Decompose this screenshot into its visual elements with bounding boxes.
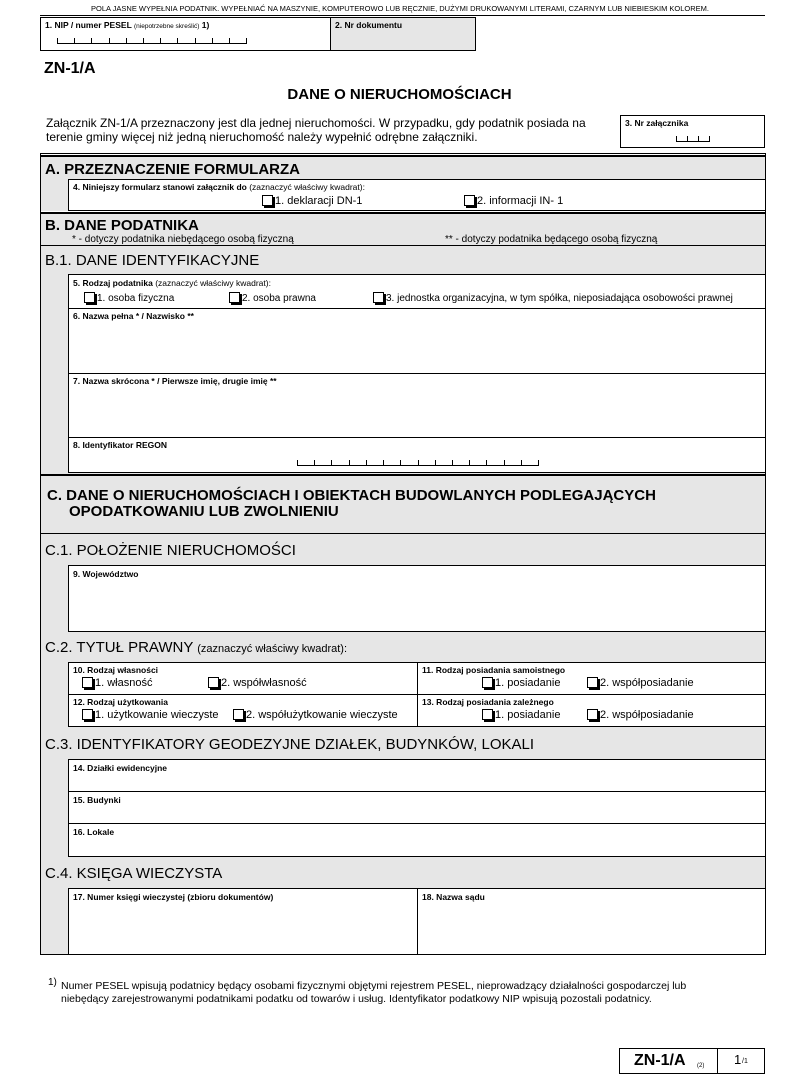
section-c2-title bbox=[45, 639, 347, 656]
page-title: DANE O NIERUCHOMOŚCIACH bbox=[287, 86, 512, 103]
option-co-ownership-label: 2. współwłasność bbox=[221, 677, 307, 689]
nip-digit-boxes bbox=[57, 38, 247, 44]
field-13 bbox=[417, 694, 766, 727]
option-joint-perpetual-usufruct[interactable] bbox=[233, 709, 398, 721]
checkbox-icon[interactable] bbox=[587, 677, 598, 688]
option-information-in1-label: 2. informacji IN- 1 bbox=[477, 195, 564, 207]
section-c3-title: C.3. IDENTYFIKATORY GEODEZYJNE DZIAŁEK, BUDYNKÓW, LOKALI bbox=[45, 736, 535, 753]
option-perpetual-usufruct-label: 1. użytkowanie wieczyste bbox=[95, 709, 219, 721]
field-10-label: 10. Rodzaj własności bbox=[73, 665, 159, 675]
option-dependent-co-possession-label: 2. współposiadanie bbox=[600, 709, 694, 721]
option-natural-person-label: 1. osoba fizyczna bbox=[97, 293, 175, 304]
field-9-label: 9. Województwo bbox=[73, 569, 139, 579]
section-b-title: B. DANE PODATNIKA bbox=[45, 217, 199, 234]
checkbox-icon[interactable] bbox=[482, 709, 493, 720]
option-information-in1[interactable] bbox=[464, 195, 563, 207]
option-joint-perpetual-usufruct-label: 2. współużytkowanie wieczyste bbox=[246, 709, 398, 721]
footnote-line-1: Numer PESEL wpisują podatnicy będący osobami fizycznymi objętymi rejestrem PESEL, nieprowadzący działalności gospodarczej lub bbox=[61, 980, 687, 992]
checkbox-icon[interactable] bbox=[373, 292, 384, 303]
doc-number-label: 2. Nr dokumentu bbox=[335, 20, 403, 30]
footer-page-current: 1 bbox=[734, 1052, 742, 1067]
section-b-rule bbox=[40, 212, 766, 214]
field-15-buildings[interactable] bbox=[68, 791, 766, 824]
checkbox-icon[interactable] bbox=[233, 709, 244, 720]
field-8-label: 8. Identyfikator REGON bbox=[73, 440, 167, 450]
option-perpetual-usufruct[interactable] bbox=[82, 709, 219, 721]
field-13-label: 13. Rodzaj posiadania zależnego bbox=[422, 697, 554, 707]
regon-digit-boxes bbox=[297, 460, 539, 466]
footer-form-version: (2) bbox=[697, 1063, 705, 1069]
section-b1-title: B.1. DANE IDENTYFIKACYJNE bbox=[45, 252, 260, 269]
field-4 bbox=[68, 179, 766, 211]
section-b1-rule bbox=[40, 245, 766, 246]
checkbox-icon[interactable] bbox=[482, 677, 493, 688]
field-9-voivodeship[interactable] bbox=[68, 565, 766, 632]
checkbox-icon[interactable] bbox=[464, 195, 475, 206]
option-ownership-label: 1. własność bbox=[95, 677, 153, 689]
field-5 bbox=[68, 274, 766, 309]
intro-line-2: terenie gminy więcej niż jedną nieruchomość należy wypełnić odrębne załączniki. bbox=[46, 130, 478, 144]
field-4-note: (zaznaczyć właściwy kwadrat): bbox=[249, 182, 365, 192]
option-organizational-unit[interactable] bbox=[373, 292, 733, 304]
field-17-label: 17. Numer księgi wieczystej (zbioru dokumentów) bbox=[73, 892, 274, 902]
section-c1-rule bbox=[40, 533, 766, 534]
section-c-title-line-2: OPODATKOWANIU LUB ZWOLNIENIU bbox=[69, 503, 339, 520]
option-dependent-possession-label: 1. posiadanie bbox=[495, 709, 561, 721]
field-7-short-name[interactable] bbox=[68, 373, 766, 438]
field-18-court-name[interactable] bbox=[417, 888, 766, 955]
checkbox-icon[interactable] bbox=[84, 292, 95, 303]
field-5-note: (zaznaczyć właściwy kwadrat): bbox=[155, 278, 271, 288]
field-10 bbox=[68, 662, 418, 695]
top-rule bbox=[40, 15, 765, 16]
field-11 bbox=[417, 662, 766, 695]
field-18-label: 18. Nazwa sądu bbox=[422, 892, 485, 902]
section-c-title-line-1: C. DANE O NIERUCHOMOŚCIACH I OBIEKTACH BUDOWLANYCH PODLEGAJĄCYCH bbox=[47, 487, 656, 504]
field-16-label: 16. Lokale bbox=[73, 827, 115, 837]
option-legal-person-label: 2. osoba prawna bbox=[242, 293, 316, 304]
attachment-number-field[interactable] bbox=[620, 115, 765, 148]
footer-form-code-box bbox=[619, 1048, 718, 1074]
top-note: POLA JASNE WYPEŁNIA PODATNIK. WYPEŁNIAĆ NA MASZYNIE, KOMPUTEROWO LUB RĘCZNIE, DUŻYMI DRUKOWANYMI LITERAMI, CZARNYM LUB NIEBIESKIM KOLOREM. bbox=[90, 4, 709, 13]
intro-line-1: Załącznik ZN-1/A przeznaczony jest dla jednej nieruchomości. W przypadku, gdy podatnik posiada na bbox=[46, 116, 586, 130]
option-ownership[interactable] bbox=[82, 677, 152, 689]
field-17-land-register-number[interactable] bbox=[68, 888, 418, 955]
section-c2-note: (zaznaczyć właściwy kwadrat): bbox=[197, 643, 348, 655]
field-5-label: 5. Rodzaj podatnika bbox=[73, 278, 153, 288]
footer-page-box bbox=[717, 1048, 765, 1074]
field-12-label: 12. Rodzaj użytkowania bbox=[73, 697, 168, 707]
attachment-digit-boxes bbox=[676, 136, 710, 142]
option-dependent-co-possession[interactable] bbox=[587, 709, 694, 721]
footer-form-code: ZN-1/A bbox=[634, 1052, 686, 1069]
checkbox-icon[interactable] bbox=[82, 677, 93, 688]
field-4-label: 4. Niniejszy formularz stanowi załącznik do bbox=[73, 182, 247, 192]
option-organizational-unit-label: 3. jednostka organizacyjna, w tym spółka, nieposiadająca osobowości prawnej bbox=[386, 293, 733, 304]
option-natural-person[interactable] bbox=[84, 292, 174, 304]
field-6-full-name[interactable] bbox=[68, 308, 766, 374]
field-12 bbox=[68, 694, 418, 727]
option-co-possession-label: 2. współposiadanie bbox=[600, 677, 694, 689]
nip-field[interactable] bbox=[40, 17, 331, 51]
nip-label: 1. NIP / numer PESEL bbox=[45, 20, 132, 30]
checkbox-icon[interactable] bbox=[229, 292, 240, 303]
field-15-label: 15. Budynki bbox=[73, 795, 121, 805]
section-b-note-2: ** - dotyczy podatnika będącego osobą fizyczną bbox=[445, 234, 658, 245]
footnote-line-2: niebędący zarejestrowanymi podatnikami podatku od towarów i usług. Identyfikator podatkowy NIP wpisują pozostali podatnicy. bbox=[61, 993, 652, 1005]
field-14-parcels[interactable] bbox=[68, 759, 766, 792]
option-possession-label: 1. posiadanie bbox=[495, 677, 561, 689]
field-8-regon[interactable] bbox=[68, 437, 766, 473]
form-code: ZN-1/A bbox=[44, 60, 96, 77]
doc-number-field bbox=[330, 17, 476, 51]
section-b-note-1: * - dotyczy podatnika niebędącego osobą fizyczną bbox=[72, 234, 294, 245]
field-14-label: 14. Działki ewidencyjne bbox=[73, 763, 168, 773]
section-c-rule bbox=[40, 474, 766, 476]
footnote-marker: 1) bbox=[48, 977, 57, 988]
option-declaration-dn1[interactable] bbox=[262, 195, 362, 207]
checkbox-icon[interactable] bbox=[208, 677, 219, 688]
option-legal-person[interactable] bbox=[229, 292, 316, 304]
attachment-number-label: 3. Nr załącznika bbox=[625, 118, 689, 128]
field-11-label: 11. Rodzaj posiadania samoistnego bbox=[422, 665, 566, 675]
footer-page-total: /1 bbox=[742, 1058, 748, 1065]
checkbox-icon[interactable] bbox=[262, 195, 273, 206]
section-c1-title: C.1. POŁOŻENIE NIERUCHOMOŚCI bbox=[45, 542, 296, 559]
section-c4-title: C.4. KSIĘGA WIECZYSTA bbox=[45, 865, 223, 882]
field-7-label: 7. Nazwa skrócona * / Pierwsze imię, drugie imię ** bbox=[73, 376, 277, 386]
option-co-possession[interactable] bbox=[587, 677, 694, 689]
option-possession[interactable] bbox=[482, 677, 560, 689]
option-dependent-possession[interactable] bbox=[482, 709, 560, 721]
field-16-premises[interactable] bbox=[68, 823, 766, 857]
checkbox-icon[interactable] bbox=[82, 709, 93, 720]
section-a-title: A. PRZEZNACZENIE FORMULARZA bbox=[45, 161, 300, 178]
field-6-label: 6. Nazwa pełna * / Nazwisko ** bbox=[73, 311, 194, 321]
checkbox-icon[interactable] bbox=[587, 709, 598, 720]
section-a-rule bbox=[40, 155, 766, 157]
nip-note: (niepotrzebne skreślić) bbox=[133, 23, 200, 30]
option-declaration-dn1-label: 1. deklaracji DN-1 bbox=[275, 195, 363, 207]
nip-footnote-ref: 1) bbox=[201, 20, 210, 30]
section-c2-title-text: C.2. TYTUŁ PRAWNY bbox=[45, 639, 194, 656]
option-co-ownership[interactable] bbox=[208, 677, 307, 689]
